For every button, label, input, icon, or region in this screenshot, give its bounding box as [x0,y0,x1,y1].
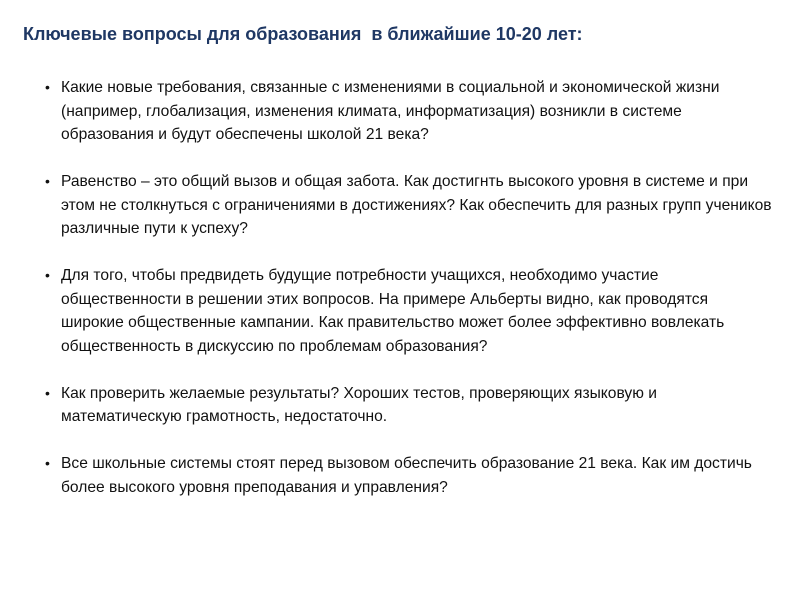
bullet-text: Для того, чтобы предвидеть будущие потребности учащихся, необходимо участие общественности в решении этих вопросов. На примере Альберты видно, как проводятся широкие общественные кампании. Как правительство может более эффективно вовлекать общественность в дискуссию по проблемам образования? [61,267,725,355]
slide-title: Ключевые вопросы для образования в ближайшие 10-20 лет: [23,24,583,44]
bullet-dot-icon: • [45,79,50,95]
bullet-dot-icon: • [45,384,50,401]
bullet-item [44,264,774,358]
bullet-item [44,452,774,499]
bullet-item [44,382,774,429]
bullet-list [44,76,774,499]
bullet-dot-icon: • [45,455,50,471]
bullet-item [44,76,774,147]
bullet-dot-icon: • [45,267,50,283]
bullet-dot-icon: • [45,173,50,189]
bullet-item [44,170,774,241]
bullet-text: Как проверить желаемые результаты? Хороших тестов, проверяющих языковую и математическую грамотность, недостаточно. [61,384,657,425]
bullet-text: Какие новые требования, связанные с изменениями в социальной и экономической жизни (например, глобализация, изменения климата, информатизация) возникли в системе образования и будут обеспечены школой 21 века? [61,79,720,143]
bullet-text: Равенство – это общий вызов и общая забота. Как достигнть высокого уровня в системе и при этом не столкнуться с ограничениями в достижениях? Как обеспечить для разных групп учеников различные пути к успеху? [61,173,772,237]
bullet-text: Все школьные системы стоят перед вызовом обеспечить образование 21 века. Как им достичь более высокого уровня преподавания и управления? [61,455,752,496]
